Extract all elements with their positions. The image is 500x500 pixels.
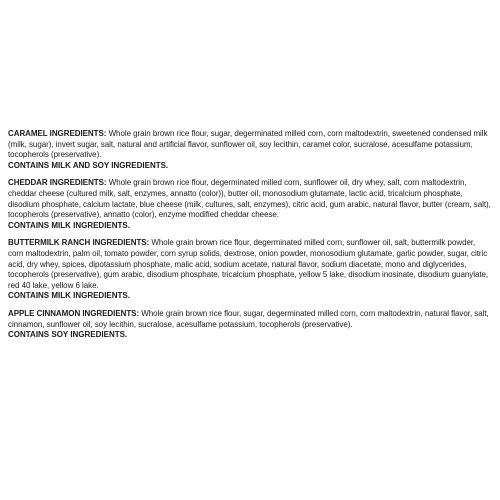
ingredients-document <box>8 128 492 347</box>
caramel-heading: CARAMEL INGREDIENTS: <box>8 128 107 138</box>
buttermilk-ranch-section <box>8 237 492 301</box>
cheddar-ingredients-text: Whole grain brown rice flour, degerminated milled corn, sunflower oil, dry whey, salt, corn maltodextrin, cheddar cheese (cultured milk, salt, enzymes, annatto (color)), butter oil, monosodium glutamate, lactic acid, tricalcium phosphate, disodium phosphate, calcium lactate, blue cheese (milk, cultures, salt, enzymes), citric acid, gum arabic, natural flavor, butter (cream, salt), tocopherols (preservative), annatto (color), enzyme modified cheddar cheese. <box>8 177 491 220</box>
buttermilk-ranch-ingredients-paragraph <box>8 237 492 290</box>
cheddar-ingredients-paragraph <box>8 177 492 219</box>
caramel-ingredients-text: Whole grain brown rice flour, sugar, degerminated milled corn, corn maltodextrin, sweetened condensed milk (milk, sugar), invert sugar, salt, natural and artificial flavor, sunflower oil, soy lecithin, caramel color, sucralose, acesulfame potassium, tocopherols (preservative). <box>8 128 488 160</box>
cheddar-allergen-statement: CONTAINS MILK INGREDIENTS. <box>8 219 130 230</box>
buttermilk-ranch-ingredients-text: Whole grain brown rice flour, degerminated milled corn, sunflower oil, salt, buttermilk powder, corn maltodextrin, palm oil, tomato powder, corn syrup solids, dextrose, onion powder, monosodium glutamate, garlic powder, sugar, citric acid, dry whey, spices, dipotassium phosphate, malic acid, sodium acetate, natural flavor, sodium diacetate, mono and diglycerides, tocopherols (preservative), gum arabic, disodium phosphate, tricalcium phosphate, yellow 5 lake, disodium inosinate, disodium guanylate, red 40 lake, yellow 6 lake. <box>8 237 489 290</box>
cheddar-section <box>8 177 492 230</box>
apple-cinnamon-allergen-statement: CONTAINS SOY INGREDIENTS. <box>8 329 128 340</box>
buttermilk-ranch-heading: BUTTERMILK RANCH INGREDIENTS: <box>8 237 150 248</box>
apple-cinnamon-ingredients-paragraph <box>8 308 492 329</box>
caramel-section <box>8 128 492 170</box>
caramel-ingredients-paragraph <box>8 128 492 160</box>
caramel-allergen-statement: CONTAINS MILK AND SOY INGREDIENTS. <box>8 159 169 170</box>
apple-cinnamon-section <box>8 308 492 340</box>
cheddar-heading: CHEDDAR INGREDIENTS: <box>8 177 107 188</box>
buttermilk-ranch-allergen-statement: CONTAINS MILK INGREDIENTS. <box>8 290 130 301</box>
apple-cinnamon-heading: APPLE CINNAMON INGREDIENTS: <box>8 307 140 318</box>
apple-cinnamon-ingredients-text: Whole grain brown rice flour, sugar, degerminated milled corn, corn maltodextrin, natural flavor, salt, cinnamon, sunflower oil, soy lecithin, sucralose, acesulfame potassium, tocopherols (preservative). <box>8 307 489 329</box>
